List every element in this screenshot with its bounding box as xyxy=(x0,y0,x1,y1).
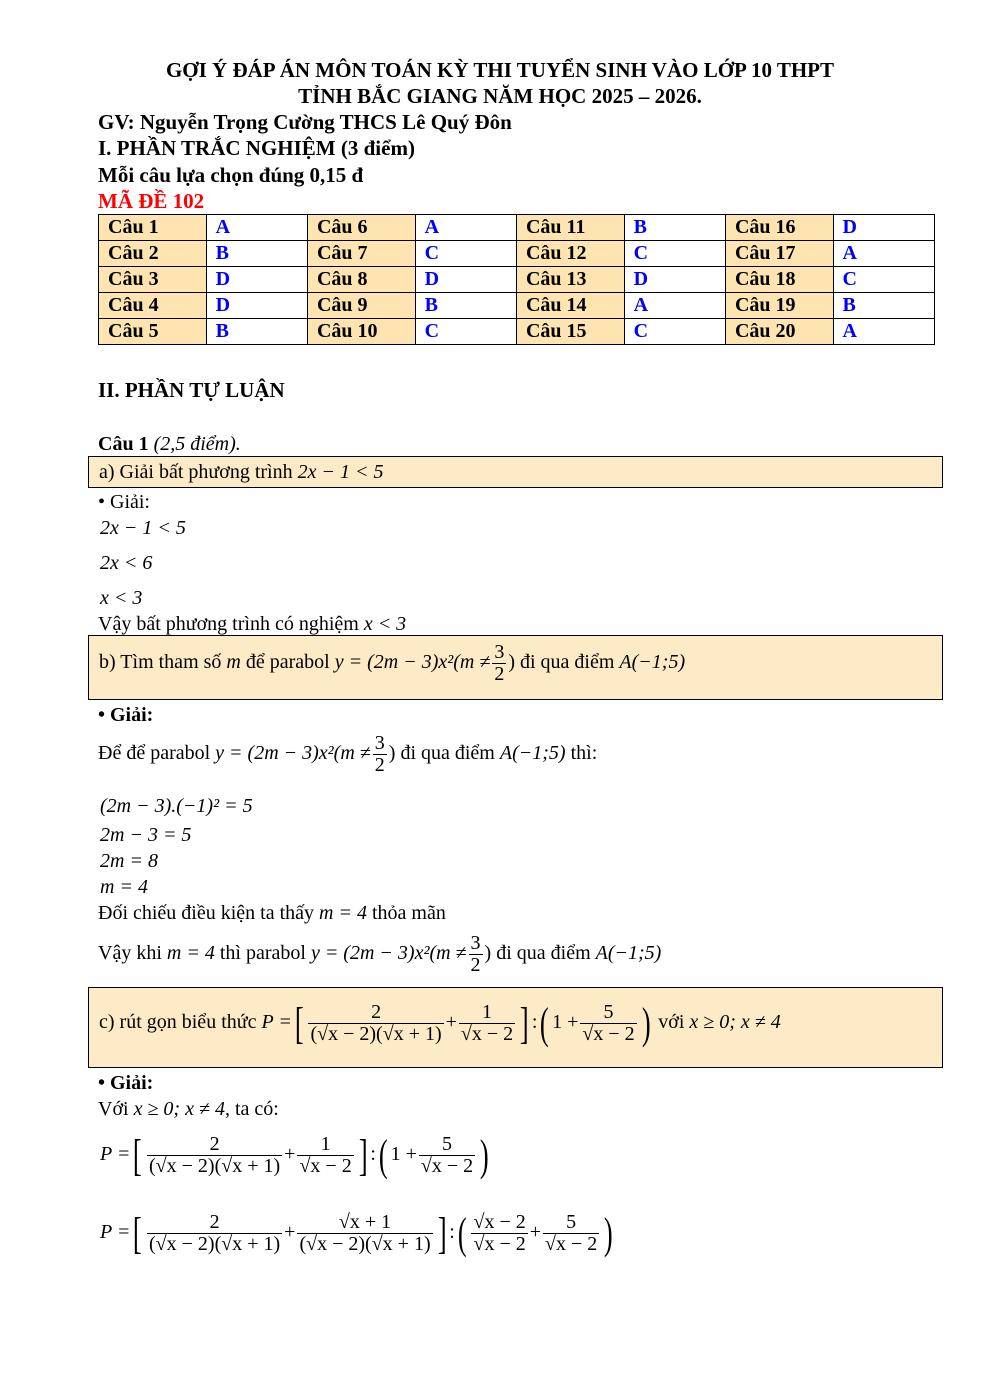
left-paren: ( xyxy=(457,1209,467,1258)
one-plus: 1 + xyxy=(390,1143,417,1166)
task-b-box xyxy=(88,635,943,700)
left-bracket: [ xyxy=(294,999,304,1048)
frac-num: 5 xyxy=(543,1212,599,1234)
solution-a-label: • Giải: xyxy=(98,491,150,513)
answer-cell: D xyxy=(833,215,934,241)
b-intro-through: đi qua điểm xyxy=(400,742,495,765)
right-bracket: ] xyxy=(358,1131,368,1180)
b-concl-point: A(−1;5) xyxy=(595,942,662,965)
frac-num: 3 xyxy=(470,932,481,954)
exam-code: MÃ ĐỀ 102 xyxy=(98,189,205,213)
answer-cell: A xyxy=(415,215,516,241)
b-check-text: Đối chiếu điều kiện ta thấy xyxy=(98,902,315,924)
c-frac-2 xyxy=(459,1002,515,1045)
question-cell: Câu 13 xyxy=(516,267,624,293)
task-c-cond: x ≥ 0; x ≠ 4 xyxy=(689,1011,781,1034)
answer-cell: B xyxy=(833,293,934,319)
plus-sign: + xyxy=(284,1143,296,1166)
task-c-text: c) rút gọn biểu thức xyxy=(99,1011,257,1034)
question1-label: Câu 1 xyxy=(98,433,149,455)
c-step-1 xyxy=(100,1130,492,1181)
question-cell: Câu 16 xyxy=(725,215,833,241)
frac-den: (√x − 2)(√x + 1) xyxy=(149,1155,281,1177)
frac-num: 5 xyxy=(580,1002,636,1024)
b-check-post: thỏa mãn xyxy=(372,902,446,924)
task-b-parabola: y = (2m − 3)x²(m ≠ xyxy=(334,651,491,674)
question-cell: Câu 2 xyxy=(99,241,207,267)
answer-row xyxy=(99,293,935,319)
b-concl-through: đi qua điểm xyxy=(496,942,591,965)
question-cell: Câu 6 xyxy=(307,215,415,241)
question-cell: Câu 9 xyxy=(307,293,415,319)
colon-sign: : xyxy=(370,1143,376,1166)
b-check xyxy=(98,902,446,925)
a-step-3: x < 3 xyxy=(100,587,143,609)
answer-cell: C xyxy=(624,319,725,345)
c-with-post: , ta có: xyxy=(224,1098,279,1120)
a-step-2: 2x < 6 xyxy=(100,552,153,574)
b-intro-fraction xyxy=(373,733,387,776)
answer-cell: A xyxy=(206,215,307,241)
task-b-text-pre: b) Tìm tham số xyxy=(99,651,222,674)
task-c-cond-pre: với xyxy=(658,1011,685,1034)
question-cell: Câu 19 xyxy=(725,293,833,319)
task-b-m: m xyxy=(226,651,241,674)
left-bracket: [ xyxy=(133,1209,143,1258)
frac-num: 3 xyxy=(494,641,505,663)
b-concl-fraction xyxy=(469,933,483,976)
frac-num: 2 xyxy=(147,1134,282,1156)
frac-num: √x − 2 xyxy=(473,1211,526,1233)
frac-den: 2 xyxy=(470,954,481,976)
b-step-3: 2m = 8 xyxy=(100,850,158,872)
part1-heading: I. PHẦN TRẮC NGHIỆM (3 điểm) xyxy=(98,136,415,160)
c-step2-P: P = xyxy=(100,1221,131,1244)
paren-close: ) xyxy=(388,742,396,765)
right-bracket: ] xyxy=(437,1209,447,1258)
frac-num: 3 xyxy=(374,732,385,754)
b-intro-point: A(−1;5) xyxy=(499,742,566,765)
question-cell: Câu 20 xyxy=(725,319,833,345)
plus-sign: + xyxy=(284,1221,296,1244)
paren-close: ) xyxy=(484,942,492,965)
frac-den: (√x − 2)(√x + 1) xyxy=(299,1233,431,1255)
frac-den: √x − 2 xyxy=(545,1233,598,1255)
task-b-point: A(−1;5) xyxy=(619,651,686,674)
plus-sign: + xyxy=(445,1011,457,1034)
answer-cell: D xyxy=(206,293,307,319)
plus-sign: + xyxy=(529,1221,542,1244)
question-cell: Câu 5 xyxy=(99,319,207,345)
left-paren: ( xyxy=(378,1131,388,1180)
right-paren: ) xyxy=(604,1209,614,1258)
question-cell: Câu 1 xyxy=(99,215,207,241)
b-intro-parabola: y = (2m − 3)x²(m ≠ xyxy=(215,742,371,765)
question-cell: Câu 4 xyxy=(99,293,207,319)
b-check-expr: m = 4 xyxy=(319,902,367,924)
c-step1-P: P = xyxy=(100,1143,131,1166)
task-a-box xyxy=(88,456,943,488)
c2-frac-2 xyxy=(297,1212,432,1255)
c1-frac-2 xyxy=(297,1134,353,1177)
c-step-2 xyxy=(100,1208,616,1259)
c2-frac-1 xyxy=(147,1212,282,1255)
answer-row xyxy=(99,319,935,345)
b-intro-text: Để để parabol xyxy=(98,742,211,765)
question-cell: Câu 11 xyxy=(516,215,624,241)
question-cell: Câu 10 xyxy=(307,319,415,345)
answer-cell: C xyxy=(415,241,516,267)
paren-close: ) xyxy=(508,651,515,674)
frac-den: √x − 2 xyxy=(473,1233,526,1255)
solution-b-label: • Giải: xyxy=(98,704,154,726)
frac-den: √x − 2 xyxy=(582,1023,635,1045)
question-cell: Câu 12 xyxy=(516,241,624,267)
colon-sign: : xyxy=(449,1221,455,1244)
answer-cell: B xyxy=(206,319,307,345)
frac-num: 1 xyxy=(297,1134,353,1156)
frac-num: 5 xyxy=(419,1134,475,1156)
right-paren: ) xyxy=(641,999,651,1048)
b-step-1: (2m − 3).(−1)² = 5 xyxy=(100,795,253,817)
b-intro xyxy=(98,733,597,776)
frac-num: √x + 1 xyxy=(297,1212,432,1234)
task-b-fraction xyxy=(492,642,506,685)
question1-points: (2,5 điểm). xyxy=(153,433,241,455)
part2-heading: II. PHẦN TỰ LUẬN xyxy=(98,378,285,402)
c-with-cond: x ≥ 0; x ≠ 4 xyxy=(133,1098,225,1120)
task-c-P: P = xyxy=(261,1011,292,1034)
frac-den: (√x − 2)(√x + 1) xyxy=(310,1023,442,1045)
b-step-4: m = 4 xyxy=(100,876,148,898)
left-bracket: [ xyxy=(133,1131,143,1180)
answer-cell: B xyxy=(415,293,516,319)
doc-title-line2: TỈNH BẮC GIANG NĂM HỌC 2025 – 2026. xyxy=(298,84,702,108)
task-b-through: đi qua điểm xyxy=(519,651,615,674)
right-paren: ) xyxy=(480,1131,489,1180)
b-concl-parabola: y = (2m − 3)x²(m ≠ xyxy=(310,942,467,965)
b-step-2: 2m − 3 = 5 xyxy=(100,824,192,846)
c-frac-1 xyxy=(308,1002,443,1045)
frac-den: (√x − 2)(√x + 1) xyxy=(149,1233,281,1255)
c2-frac-3 xyxy=(471,1212,527,1255)
b-concl-expr: m = 4 xyxy=(166,942,215,965)
answer-row xyxy=(99,241,935,267)
question-cell: Câu 14 xyxy=(516,293,624,319)
b-intro-post: thì: xyxy=(570,742,598,765)
a-conclusion xyxy=(98,613,406,636)
part1-note: Mỗi câu lựa chọn đúng 0,15 đ xyxy=(98,163,364,187)
answer-row xyxy=(99,215,935,241)
b-conclusion xyxy=(98,933,661,976)
answer-cell: C xyxy=(415,319,516,345)
b-concl-mid: thì parabol xyxy=(219,942,306,965)
question-cell: Câu 3 xyxy=(99,267,207,293)
left-paren: ( xyxy=(540,999,550,1048)
b-concl-text: Vậy khi xyxy=(98,942,162,965)
frac-den: √x − 2 xyxy=(420,1155,474,1177)
frac-num: 2 xyxy=(147,1212,282,1234)
frac-den: 2 xyxy=(374,754,385,776)
answer-cell: B xyxy=(206,241,307,267)
answer-cell: D xyxy=(206,267,307,293)
answer-row xyxy=(99,267,935,293)
a-step-1: 2x − 1 < 5 xyxy=(100,517,186,539)
solution-c-label: • Giải: xyxy=(98,1072,154,1094)
c2-frac-4 xyxy=(543,1212,599,1255)
answer-table xyxy=(98,214,935,345)
answer-cell: A xyxy=(833,241,934,267)
answer-cell: C xyxy=(833,267,934,293)
c-with-line xyxy=(98,1098,279,1121)
answer-cell: D xyxy=(624,267,725,293)
task-a-text: a) Giải bất phương trình xyxy=(99,461,293,483)
answer-cell: B xyxy=(624,215,725,241)
answer-cell: C xyxy=(624,241,725,267)
question-cell: Câu 8 xyxy=(307,267,415,293)
colon-sign: : xyxy=(531,1011,538,1034)
question1-heading xyxy=(98,433,241,456)
task-a-expr: 2x − 1 < 5 xyxy=(297,461,384,483)
frac-den: √x − 2 xyxy=(299,1155,352,1177)
question-cell: Câu 7 xyxy=(307,241,415,267)
task-b-text-mid: để parabol xyxy=(245,651,330,674)
answer-cell: A xyxy=(624,293,725,319)
answer-cell: A xyxy=(833,319,934,345)
frac-den: √x − 2 xyxy=(460,1023,514,1045)
question-cell: Câu 18 xyxy=(725,267,833,293)
frac-num: 2 xyxy=(308,1002,443,1024)
one-plus: 1 + xyxy=(552,1011,579,1034)
doc-title-line1: GỢI Ý ĐÁP ÁN MÔN TOÁN KỲ THI TUYỂN SINH VÀO LỚP 10 THPT xyxy=(165,58,835,82)
c-with-text: Với xyxy=(98,1098,129,1120)
frac-den: 2 xyxy=(494,663,505,685)
task-c-box xyxy=(88,987,943,1068)
c1-frac-3 xyxy=(419,1134,475,1177)
c1-frac-1 xyxy=(147,1134,282,1177)
a-conclusion-text: Vậy bất phương trình có nghiệm xyxy=(98,613,359,635)
right-bracket: ] xyxy=(520,999,529,1048)
a-conclusion-expr: x < 3 xyxy=(363,613,407,635)
question-cell: Câu 17 xyxy=(725,241,833,267)
question-cell: Câu 15 xyxy=(516,319,624,345)
answer-cell: D xyxy=(415,267,516,293)
c-frac-3 xyxy=(580,1002,636,1045)
teacher-line: GV: Nguyễn Trọng Cường THCS Lê Quý Đôn xyxy=(98,110,512,134)
frac-num: 1 xyxy=(459,1002,515,1024)
